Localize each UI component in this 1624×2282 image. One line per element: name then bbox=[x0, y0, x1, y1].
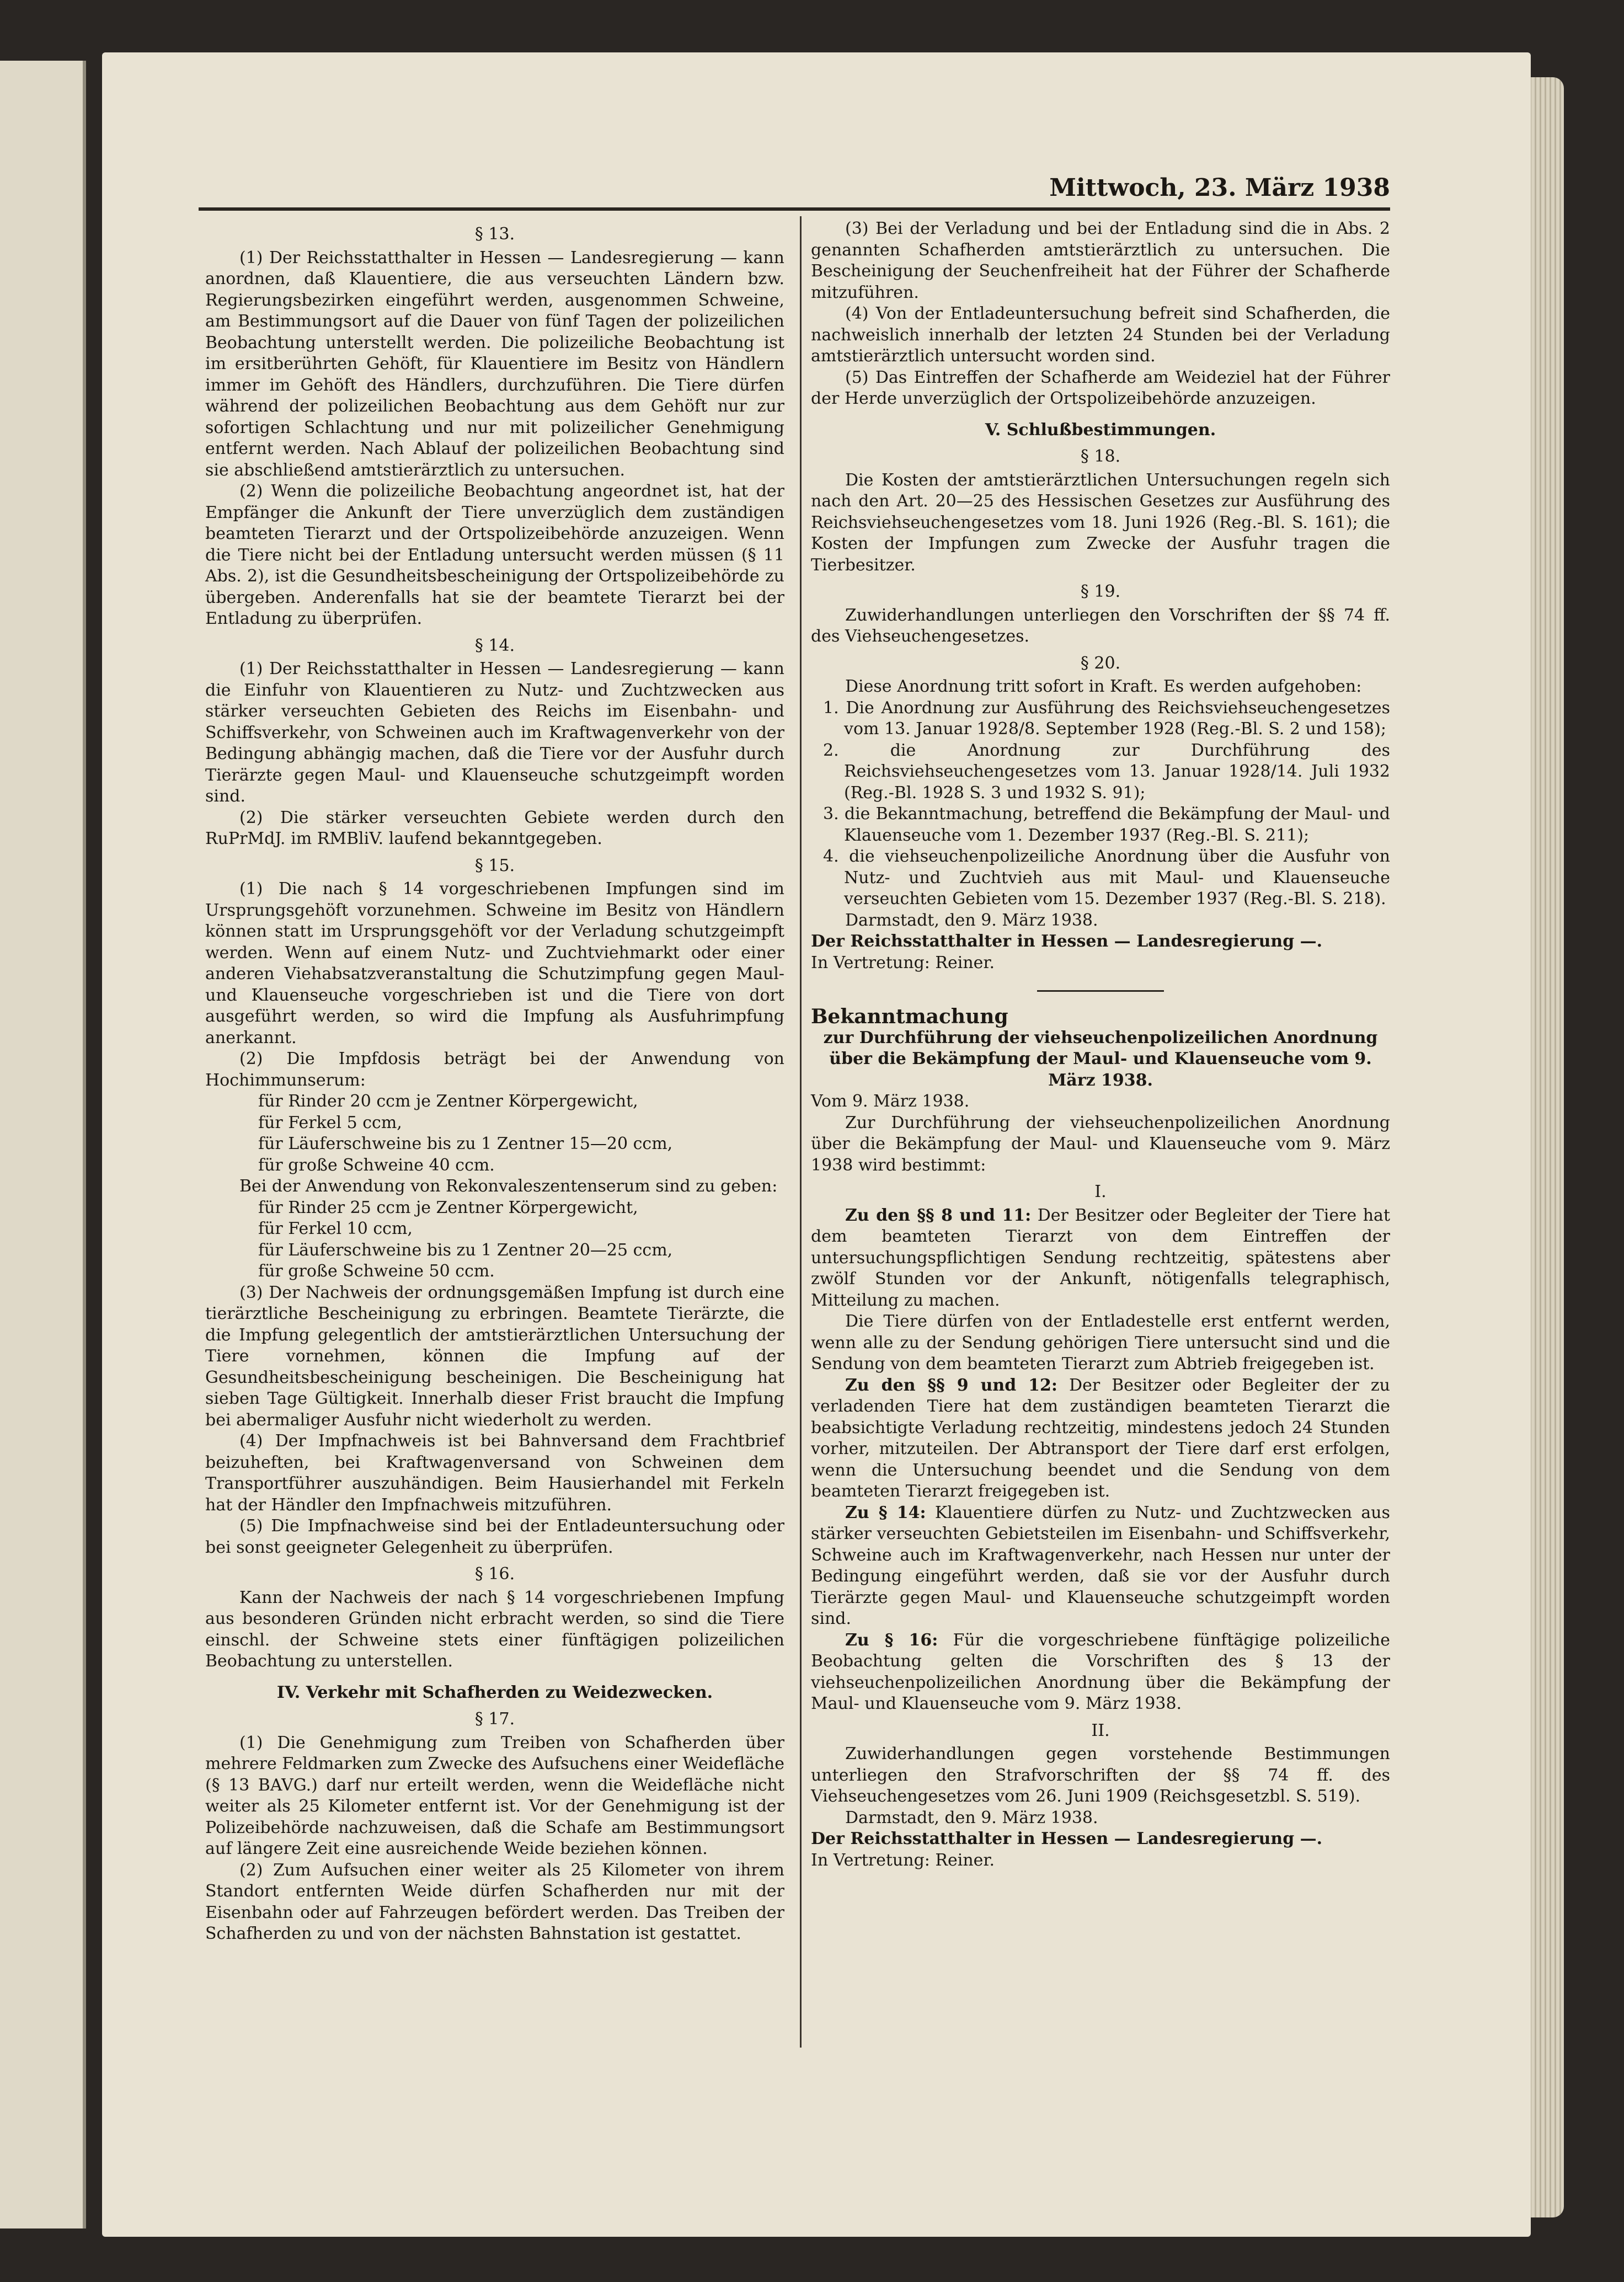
paragraph: (4) Der Impfnachweis ist bei Bahnversand dem Frachtbrief beizuheften, bei Kraftwagenversand von Schweinen dem Transportführer auszuhändigen. Beim Hausierhandel mit Ferkeln hat der Händler den Impfnachweis mitzuführen. bbox=[205, 1431, 784, 1515]
signature-line: In Vertretung: Reiner. bbox=[811, 953, 995, 972]
paragraph: (3) Der Nachweis der ordnungsgemäßen Impfung ist durch eine tierärztliche Bescheinigung zu erbringen. Beamtete Tierärzte, die die Impfung gelegentlich der amtstierärztlichen Untersuchung der Tiere vornehmen, können die Impfung auf der Gesundheitsbescheinigung bescheinigen. Die Bescheinigung hat sieben Tage Gültigkeit. Innerhalb dieser Frist braucht die Impfung bei abermaliger Ausfuhr nicht wiederholt zu werden. bbox=[205, 1282, 784, 1430]
paragraph-text: Für die vorgeschriebene fünftägige polizeiliche Beobachtung gelten die Vorschriften des § 13 der viehseuchenpolizeilichen Anordnung über die Bekämpfung der Maul- und Klauenseuche vom 9. März 1938. bbox=[811, 1630, 1390, 1713]
paragraph: für Rinder 20 ccm je Zentner Körpergewicht, bbox=[258, 1092, 638, 1111]
section-heading: § 13. bbox=[474, 225, 515, 244]
section-heading: § 19. bbox=[1080, 582, 1121, 601]
paragraph bbox=[811, 1630, 1390, 1715]
announcement-title: Bekanntmachung bbox=[811, 1005, 1008, 1028]
paragraph: Diese Anordnung tritt sofort in Kraft. Es werden aufgehoben: bbox=[845, 677, 1362, 696]
paragraph: für Rinder 25 ccm je Zentner Körpergewicht, bbox=[258, 1198, 638, 1217]
paragraph: (2) Die Impfdosis beträgt bei der Anwendung von Hochimmunserum: bbox=[205, 1049, 784, 1090]
paragraph: für Läuferschweine bis zu 1 Zentner 20—25 ccm, bbox=[258, 1240, 673, 1260]
paragraph: für Ferkel 10 ccm, bbox=[258, 1219, 413, 1238]
paragraph-text: Klauentiere dürfen zu Nutz- und Zuchtzwecken aus stärker verseuchten Gebietsteilen im Eisenbahn- und Schiffsverkehr, Schweine auch im Kraftwagenverkehr, nach Hessen nur unter der Bedingung eingeführt werden, daß sie vor der Ausfuhr durch Tierärzte gegen Maul- und Klauenseuche schutzgeimpft worden sind. bbox=[811, 1503, 1390, 1628]
list-item: 3. die Bekanntmachung, betreffend die Bekämpfung der Maul- und Klauenseuche vom 1. Dezember 1937 (Reg.-Bl. S. 211); bbox=[823, 804, 1390, 845]
list-item: 4. die viehseuchenpolizeiliche Anordnung über die Ausfuhr von Nutz- und Zuchtvieh aus mit Maul- und Klauenseuche verseuchten Gebieten vom 15. Dezember 1937 (Reg.-Bl. S. 218). bbox=[823, 847, 1390, 908]
chapter-heading: V. Schlußbestimmungen. bbox=[985, 420, 1216, 440]
paragraph-text: Der Besitzer oder Begleiter der Tiere hat dem beamteten Tierarzt von dem Eintreffen der untersuchungspflichtigen Sendung rechtzeitig, spätestens aber zwölf Stunden vor der Ankunft, nötigenfalls telegraphisch, Mitteilung zu machen. bbox=[811, 1205, 1390, 1310]
paragraph: Vom 9. März 1938. bbox=[811, 1092, 970, 1111]
paragraph: (2) Wenn die polizeiliche Beobachtung angeordnet ist, hat der Empfänger die Ankunft der Tiere unverzüglich dem zuständigen beamteten Tierarzt und der Ortspolizeibehörde anzuzeigen. Wenn die Tiere nicht bei der Entladung untersucht werden müssen (§ 11 Abs. 2), ist die Gesundheitsbescheinigung der Ortspolizeibehörde zu übergeben. Anderenfalls hat sie der beamtete Tierarzt bei der Entladung zu überprüfen. bbox=[205, 482, 784, 628]
section-heading: § 14. bbox=[474, 635, 515, 655]
paragraph: (3) Bei der Verladung und bei der Entladung sind die in Abs. 2 genannten Schafherden amtstierärztlich zu untersuchen. Die Bescheinigung der Seuchenfreiheit hat der Führer der Schafherde mitzuführen. bbox=[811, 219, 1390, 302]
section-heading: § 17. bbox=[474, 1709, 515, 1729]
paragraph: (5) Die Impfnachweise sind bei der Entladeuntersuchung oder bei sonst geeigneter Gelegenheit zu überprüfen. bbox=[205, 1516, 784, 1557]
section-heading: § 20. bbox=[1080, 653, 1121, 673]
paragraph: Kann der Nachweis der nach § 14 vorgeschriebenen Impfung aus besonderen Gründen nicht erbracht werden, so sind die Tiere einschl. der Schweine stets einer fünftägigen polizeilichen Beobachtung zu unterstellen. bbox=[205, 1588, 784, 1671]
paragraph: Die Tiere dürfen von der Entladestelle erst entfernt werden, wenn alle zu der Sendung gehörigen Tiere untersucht sind und die Sendung von dem beamteten Tierarzt zum Abtrieb freigegeben ist. bbox=[811, 1312, 1390, 1374]
paragraph: (5) Das Eintreffen der Schafherde am Weideziel hat der Führer der Herde unverzüglich der Ortspolizeibehörde anzuzeigen. bbox=[811, 367, 1390, 408]
paragraph: (1) Der Reichsstatthalter in Hessen — Landesregierung — kann die Einfuhr von Klauentieren zu Nutz- und Zuchtzwecken aus stärker verseuchten Gebieten des Reichs im Eisenbahn- und Schiffsverkehr, von Schweinen auch im Kraftwagenverkehr von der Bedingung abhängig machen, daß die Tiere vor der Ausfuhr durch Tierärzte gegen Maul- und Klauenseuche schutzgeimpft worden sind. bbox=[205, 659, 784, 806]
paragraph-text: Der Besitzer oder Begleiter der zu verladenden Tiere hat dem zuständigen beamteten Tierarzt die beabsichtigte Verladung rechtzeitig, mindestens jedoch 24 Stunden vorher, mitzuteilen. Der Abtransport der Tiere darf erst erfolgen, wenn die Untersuchung beendet und die Sendung von dem beamteten Tierarzt freigegeben ist. bbox=[811, 1375, 1391, 1501]
paragraph-lead: Zu den §§ 9 und 12: bbox=[845, 1375, 1057, 1395]
signature-line: In Vertretung: Reiner. bbox=[811, 1850, 995, 1870]
section-heading: § 15. bbox=[474, 856, 515, 875]
left-column bbox=[205, 218, 784, 1945]
section-heading: § 18. bbox=[1080, 447, 1121, 466]
paragraph: (2) Die stärker verseuchten Gebiete werden durch den RuPrMdJ. im RMBliV. laufend bekanntgegeben. bbox=[205, 808, 784, 848]
signature-line: Der Reichsstatthalter in Hessen — Landesregierung —. bbox=[811, 932, 1323, 951]
paragraph: (1) Der Reichsstatthalter in Hessen — Landesregierung — kann anordnen, daß Klauentiere, die aus verseuchten Ländern bzw. Regierungsbezirken eingeführt werden, ausgenommen Schweine, am Bestimmungsort auf die Dauer von fünf Tagen der polizeilichen Beobachtung unterstellt werden. Die polizeiliche Beobachtung ist im ersitberührten Gehöft, für Klauentiere im Besitz von Händlern immer im Gehöft des Händlers, durchzuführen. Die Tiere dürfen während der polizeilichen Beobachtung aus dem Gehöft nur zur sofortigen Schlachtung und nur mit polizeilicher Genehmigung entfernt werden. Nach Ablauf der polizeilichen Beobachtung sind sie abschließend amtstierärztlich zu untersuchen. bbox=[205, 248, 784, 480]
paragraph-lead: Zu § 14: bbox=[845, 1503, 926, 1522]
paragraph-lead: Zu § 16: bbox=[845, 1630, 938, 1650]
previous-page-edge bbox=[0, 61, 86, 2228]
announcement-subtitle: zur Durchführung der viehseuchenpolizeilichen Anordnung über die Bekämpfung der Maul- und Klauenseuche vom 9. März 1938. bbox=[823, 1028, 1378, 1090]
chapter-heading: IV. Verkehr mit Schafherden zu Weidezwecken. bbox=[276, 1682, 713, 1702]
paragraph: für Läuferschweine bis zu 1 Zentner 15—20 ccm, bbox=[258, 1134, 673, 1153]
header-date: Mittwoch, 23. März 1938 bbox=[1049, 174, 1390, 202]
paragraph bbox=[811, 1503, 1390, 1630]
paragraph bbox=[811, 1205, 1390, 1312]
column-divider bbox=[800, 216, 802, 2048]
paragraph: Bei der Anwendung von Rekonvaleszentenserum sind zu geben: bbox=[239, 1177, 778, 1196]
paragraph: (1) Die nach § 14 vorgeschriebenen Impfungen sind im Ursprungsgehöft vorzunehmen. Schweine im Besitz von Händlern können statt im Ursprungsgehöft vor der Verladung schutzgeimpft werden. Wenn auf einem Nutz- und Zuchtviehmarkt oder einer anderen Viehabsatzveranstaltung die Schutzimpfung gegen Maul- und Klauenseuche vorgeschrieben ist und die Tiere von dort ausgeführt werden, so wird die Impfung als Ausfuhrimpfung anerkannt. bbox=[205, 879, 784, 1048]
paragraph: für große Schweine 50 ccm. bbox=[258, 1262, 495, 1281]
place-date-line: Darmstadt, den 9. März 1938. bbox=[845, 1808, 1098, 1827]
separator-rule bbox=[1037, 990, 1164, 992]
right-column bbox=[811, 218, 1390, 1871]
paragraph: Zur Durchführung der viehseuchenpolizeilichen Anordnung über die Bekämpfung der Maul- und Klauenseuche vom 9. März 1938 wird bestimmt: bbox=[811, 1113, 1390, 1175]
paragraph: Zuwiderhandlungen gegen vorstehende Bestimmungen unterliegen den Strafvorschriften der §§ 74 ff. des Viehseuchengesetzes vom 26. Juni 1909 (Reichsgesetzbl. S. 519). bbox=[811, 1744, 1390, 1806]
section-heading: I. bbox=[1094, 1182, 1107, 1201]
paragraph-lead: Zu den §§ 8 und 11: bbox=[845, 1205, 1032, 1225]
paragraph: (2) Zum Aufsuchen einer weiter als 25 Kilometer von ihrem Standort entfernten Weide dürfen Schafherden nur mit der Eisenbahn oder auf Fahrzeugen befördert werden. Das Treiben der Schafherden zu und von der nächsten Bahnstation ist gestattet. bbox=[205, 1860, 784, 1943]
place-date-line: Darmstadt, den 9. März 1938. bbox=[845, 910, 1098, 930]
paragraph: für große Schweine 40 ccm. bbox=[258, 1155, 495, 1175]
list-item: 2. die Anordnung zur Durchführung des Reichsviehseuchengesetzes vom 13. Januar 1928/14. Juli 1932 (Reg.-Bl. 1928 S. 3 und 1932 S. 91); bbox=[823, 740, 1390, 803]
section-heading: II. bbox=[1091, 1720, 1110, 1740]
paragraph: (1) Die Genehmigung zum Treiben von Schafherden über mehrere Feldmarken zum Zwecke des Aufsuchens einer Weidefläche (§ 13 BAVG.) darf nur erteilt werden, wenn die Weidefläche nicht weiter als 25 Kilometer entfernt ist. Vor der Genehmigung ist der Polizeibehörde nachzuweisen, daß die Schafe am Bestimmungsort auf längere Zeit eine ausreichende Weide beziehen können. bbox=[205, 1733, 784, 1858]
section-heading: § 16. bbox=[474, 1564, 515, 1584]
paragraph: (4) Von der Entladeuntersuchung befreit sind Schafherden, die nachweislich innerhalb der letzten 24 Stunden bei der Verladung amtstierärztlich untersucht worden sind. bbox=[811, 304, 1390, 366]
paragraph: Zuwiderhandlungen unterliegen den Vorschriften der §§ 74 ff. des Viehseuchengesetzes. bbox=[811, 605, 1390, 646]
paragraph: Die Kosten der amtstierärztlichen Untersuchungen regeln sich nach den Art. 20—25 des Hessischen Gesetzes zur Ausführung des Reichsviehseuchengesetzes vom 18. Juni 1926 (Reg.-Bl. S. 161); die Kosten der Impfungen zum Zwecke der Ausfuhr tragen die Tierbesitzer. bbox=[811, 470, 1390, 575]
paragraph bbox=[811, 1375, 1390, 1503]
signature-line: Der Reichsstatthalter in Hessen — Landesregierung —. bbox=[811, 1829, 1323, 1848]
paragraph: für Ferkel 5 ccm, bbox=[258, 1113, 402, 1132]
list-item: 1. Die Anordnung zur Ausführung des Reichsviehseuchengesetzes vom 13. Januar 1928/8. September 1928 (Reg.-Bl. S. 2 und 158); bbox=[823, 698, 1390, 739]
page-header bbox=[199, 165, 1390, 211]
